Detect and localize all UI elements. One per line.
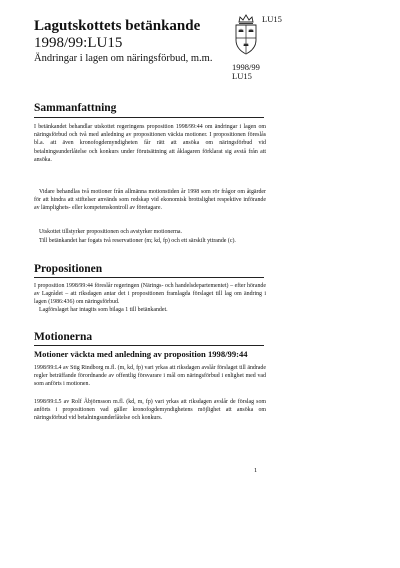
report-subtitle: Ändringar i lagen om näringsförbud, m.m. xyxy=(34,53,213,64)
motion-paragraph-2: 1998/99:L5 av Rolf Åbjörnsson m.fl. (kd, m, fp) vari yrkas att riksdagen avslår de förslag som anförts i propositionen vad gäller kronofogdemyndighetens möjlighet att ansöka om näringsförbud vid betalningsunderlåtelse och konkurs. xyxy=(34,399,266,422)
summary-paragraph-2: Vidare behandlas två motioner från allmänna motionstiden år 1998 som rör frågor om åtgärder för att hindra att stiftelser används som redskap vid ekonomisk brottslighet respektive införande av lämplighets- eller kompetenskontroll av företagare. xyxy=(34,189,266,212)
report-id: 1998/99:LU15 xyxy=(34,35,123,51)
emblem-code: LU15 xyxy=(262,14,282,24)
summary-paragraph-1: I betänkandet behandlar utskottet regeringens proposition 1998/99:44 om ändringar i lagen om näringsförbud och två med anledning av propositionen väckta motioner. I propositionen föreslås bl.a. att även kronofogdemyndigheten får rätt att ansöka om näringsförbud vid betalningsunderlåtelse och konkurs under förutsättning att åklagaren förklarat sig avstå från att ansöka. xyxy=(34,124,266,163)
page-number: 1 xyxy=(254,467,258,474)
emblem-code-repeat: LU15 xyxy=(232,71,252,81)
proposition-paragraph-1: I proposition 1998/99:44 föreslår regeringen (Närings- och handelsdepartementet) – efter hörande av Lagrådet – att riksdagen antar det i propositionen framlagda förslaget till lag om ändring i lagen (1986:436) om näringsförbud. xyxy=(34,283,266,306)
proposition-heading: Propositionen xyxy=(34,263,103,275)
summary-heading: Sammanfattning xyxy=(34,102,117,114)
proposition-divider xyxy=(34,277,264,278)
summary-paragraph-4: Till betänkandet har fogats två reservationer (m; kd, fp) och ett särskilt yttrande (c). xyxy=(39,238,236,244)
motion-paragraph-1: 1998/99:L4 av Stig Rindborg m.fl. (m, kd, fp) vari yrkas att riksdagen avslår förslaget till ändrade regler beträffande förordnande av offentlig försvarare i mål om näringsförbud i enlighet med vad som anförts i motionen. xyxy=(34,365,266,388)
motions-divider xyxy=(34,345,264,346)
emblem-year: 1998/99 xyxy=(232,62,260,72)
swedish-royal-crest-icon xyxy=(231,12,261,62)
summary-divider xyxy=(34,117,264,118)
report-title: Lagutskottets betänkande xyxy=(34,18,201,34)
summary-paragraph-3: Utskottet tillstyrker propositionen och avstyrker motionerna. xyxy=(39,229,182,235)
motions-subheading: Motioner väckta med anledning av proposition 1998/99:44 xyxy=(34,349,248,359)
proposition-paragraph-2: Lagförslaget har intagits som bilaga 1 till betänkandet. xyxy=(39,307,168,313)
motions-heading: Motionerna xyxy=(34,331,93,343)
